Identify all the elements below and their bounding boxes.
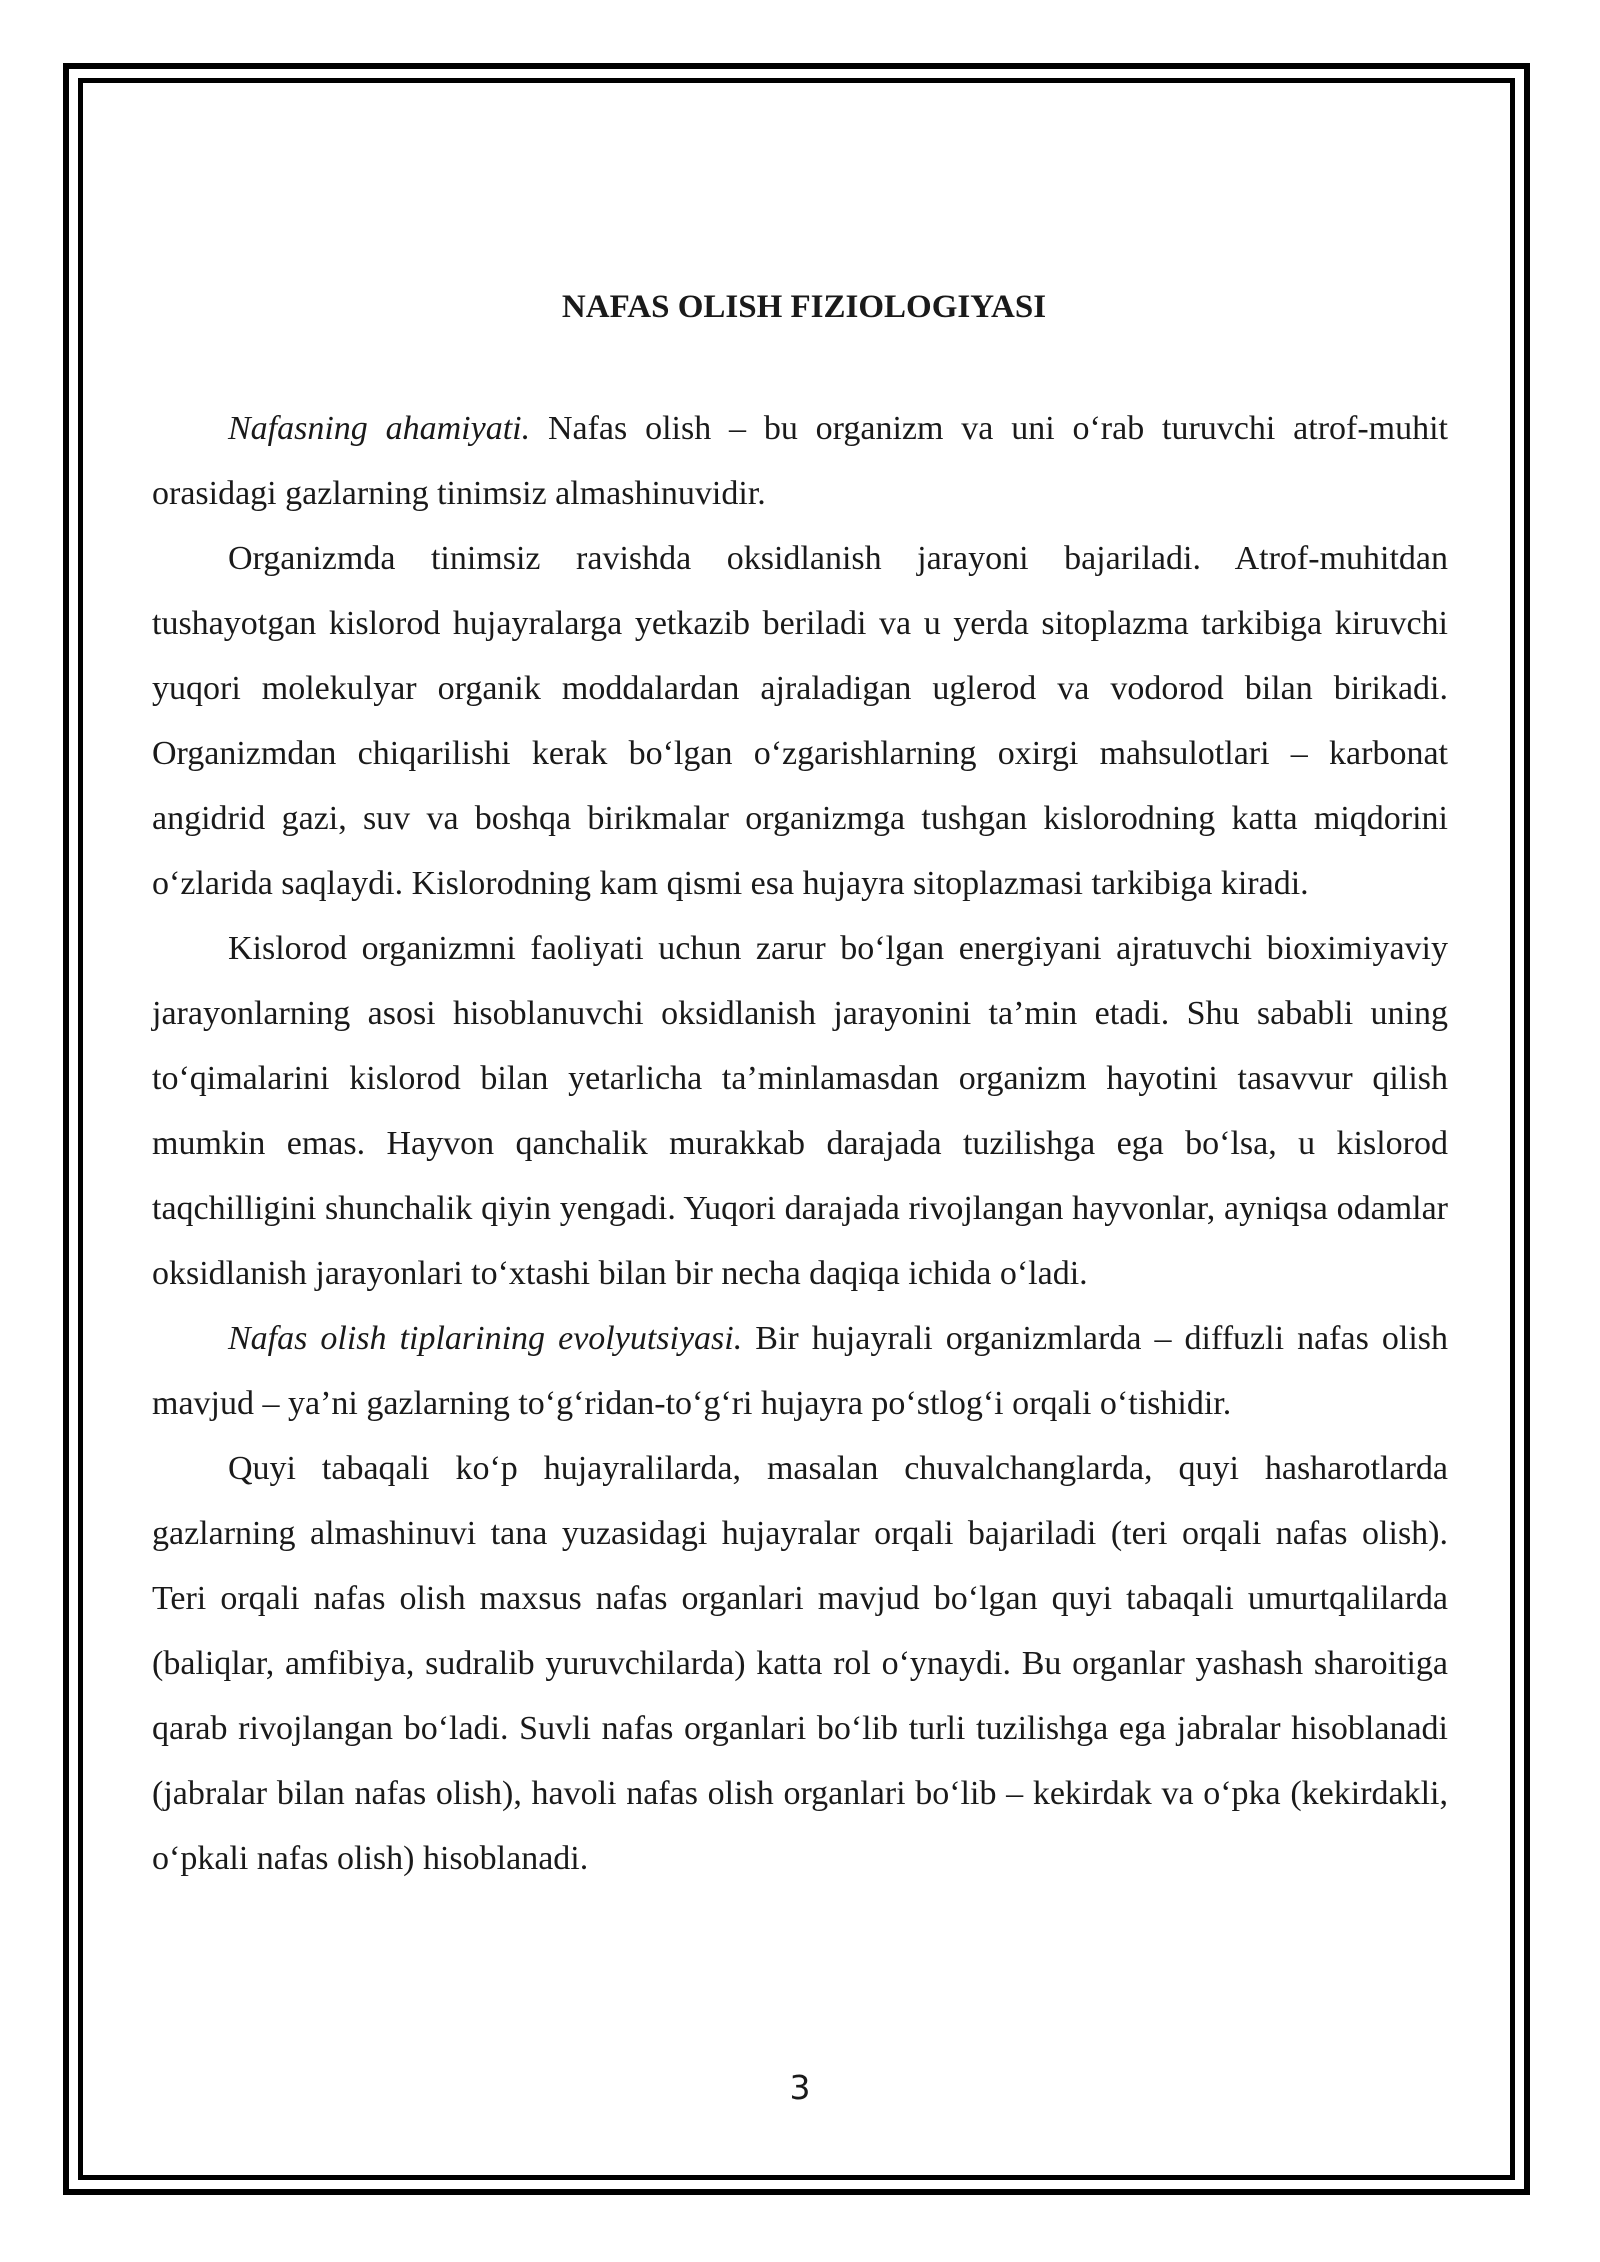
paragraph-text: Quyi tabaqali ko‘p hujayralilarda, masalan chuvalchanglarda, quyi hasharotlarda gazlarning almashinuvi tana yuzasidagi hujayralar orqali bajariladi (teri orqali nafas olish). Teri orqali nafas olish maxsus nafas organlari mavjud bo‘lgan quyi tabaqali umurtqalilarda (baliqlar, amfibiya, sudralib yuruvchilarda) katta rol o‘ynaydi. Bu organlar yashash sharoitiga qarab rivojlangan bo‘ladi. Suvli nafas organlari bo‘lib turli tuzilishga ega jabralar hisoblanadi (jabralar bilan nafas olish), havoli nafas olish organlari bo‘lib – kekirdak va o‘pka (kekirdakli, o‘pkali nafas olish) hisoblanadi.	[152, 1450, 1448, 1877]
paragraph-text: Bir hujayrali organizmlarda – diffuzli nafas olish mavjud – ya’ni gazlarning to‘g‘ridan-to‘g‘ri hujayra po‘stlog‘i orqali o‘tishidir.	[152, 1320, 1448, 1422]
page-content	[152, 283, 1448, 1891]
paragraph-heading: Nafasning ahamiyati.	[228, 410, 531, 447]
paragraph-oxygen-role	[152, 916, 1448, 1306]
paragraph-text: Nafas olish – bu organizm va uni o‘rab turuvchi atrof-muhit orasidagi gazlarning tinimsiz almashinuvidir.	[152, 410, 1448, 512]
paragraph-importance	[152, 396, 1448, 526]
paragraph-oxidation	[152, 526, 1448, 916]
paragraph-heading: Nafas olish tiplarining evolyutsiyasi.	[228, 1320, 743, 1357]
document-title: NAFAS OLISH FIZIOLOGIYASI	[561, 289, 1047, 325]
paragraph-text: Organizmda tinimsiz ravishda oksidlanish jarayoni bajariladi. Atrof-muhitdan tushayotgan kislorod hujayralarga yetkazib beriladi va u yerda sitoplazma tarkibiga kiruvchi yuqori molekulyar organik moddalardan ajraladigan uglerod va vodorod bilan birikadi. Organizmdan chiqarilishi kerak bo‘lgan o‘zgarishlarning oxirgi mahsulotlari – karbonat angidrid gazi, suv va boshqa birikmalar organizmga tushgan kislorodning katta miqdorini o‘zlarida saqlaydi. Kislorodning kam qismi esa hujayra sitoplazmasi tarkibiga kiradi.	[152, 540, 1448, 902]
paragraph-multicellular	[152, 1436, 1448, 1891]
page-number: 3	[789, 2068, 811, 2107]
paragraph-text: Kislorod organizmni faoliyati uchun zarur bo‘lgan energiyani ajratuvchi bioximiyaviy jarayonlarning asosi hisoblanuvchi oksidlanish jarayonini ta’min etadi. Shu sababli uning to‘qimalarini kislorod bilan yetarlicha ta’minlamasdan organizm hayotini tasavvur qilish mumkin emas. Hayvon qanchalik murakkab darajada tuzilishga ega bo‘lsa, u kislorod taqchilligini shunchalik qiyin yengadi. Yuqori darajada rivojlangan hayvonlar, ayniqsa odamlar oksidlanish jarayonlari to‘xtashi bilan bir necha daqiqa ichida o‘ladi.	[152, 930, 1448, 1292]
paragraph-evolution	[152, 1306, 1448, 1436]
